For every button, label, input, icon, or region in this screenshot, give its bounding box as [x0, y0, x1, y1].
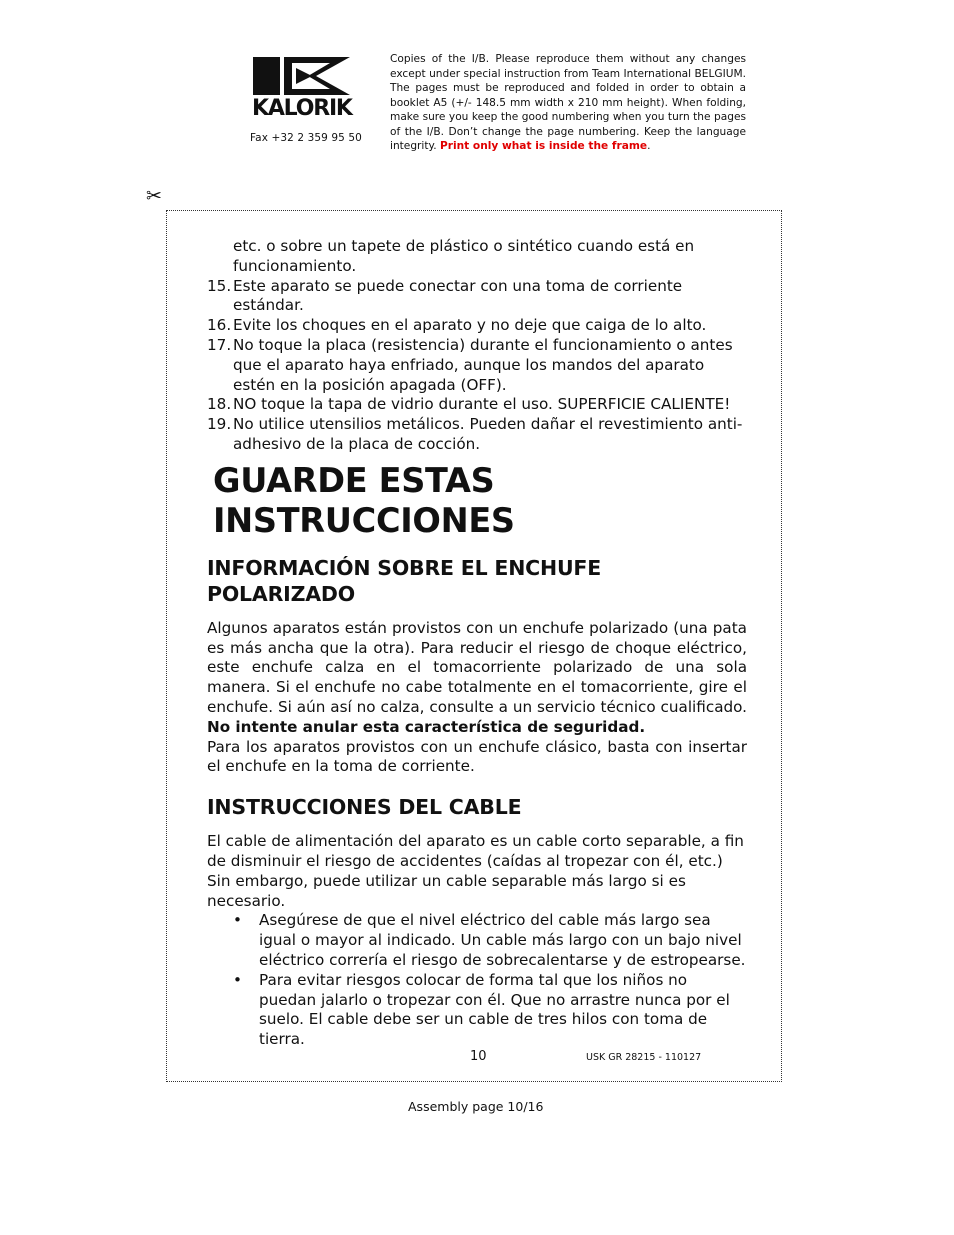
list-item — [207, 415, 747, 455]
safety-warning: No intente anular esta característica de seguridad. — [207, 717, 646, 736]
classic-plug-paragraph: Para los aparatos provistos con un enchufe clásico, basta con insertar el enchufe en la toma de corriente. — [207, 737, 747, 776]
scissors-icon: ✂ — [146, 185, 162, 207]
polarized-plug-text: Algunos aparatos están provistos con un enchufe polarizado (una pata es más ancha que la otra). Para reducir el riesgo de choque eléctrico, este enchufe calza en el tomacorriente polarizado de una sola manera. Si el enchufe no cabe totalmente en el tomacorriente, gire el enchufe. Si aún así no calza, consulte a un servicio técnico cualificado. — [207, 618, 747, 716]
bullet-text: Asegúrese de que el nivel eléctrico del cable más largo sea igual o mayor al indicado. Un cable más largo con un bajo nivel eléctrico correría el riesgo de sobrecalentarse y de estropearse. — [259, 911, 746, 969]
assembly-page: Assembly page 10/16 — [408, 1099, 544, 1114]
bullet-icon: • — [233, 970, 242, 989]
cable-paragraph: El cable de alimentación del aparato es un cable corto separable, a fin de disminuir el riesgo de accidentes (caídas al tropezar con él, etc.) Sin embargo, puede utilizar un cable separable más largo si es necesario. — [207, 832, 744, 910]
list-item — [207, 277, 747, 317]
bullet-text: Para evitar riesgos colocar de forma tal que los niños no puedan jalarlo o tropezar con él. Que no arrastre nunca por el suelo. El cable debe ser un cable de tres hilos con toma de tierra. — [259, 970, 730, 1049]
notice-end: . — [647, 140, 651, 152]
kalorik-logo — [250, 55, 360, 125]
item-number: 16. — [207, 316, 232, 335]
bullet-icon: • — [233, 911, 242, 930]
section-title-cable: INSTRUCCIONES DEL CABLE — [207, 795, 522, 820]
list-item — [207, 911, 747, 970]
logo-text: KALORIK — [252, 96, 352, 121]
page-number: 10 — [470, 1049, 487, 1064]
item-number: 19. — [207, 415, 232, 434]
item-number: 18. — [207, 395, 232, 414]
print-notice — [390, 52, 746, 154]
notice-red-text: Print only what is inside the frame — [440, 140, 648, 152]
item-number: 15. — [207, 276, 232, 295]
item-text: Evite los choques en el aparato y no deje que caiga de lo alto. — [233, 316, 707, 335]
page-content — [207, 237, 747, 1050]
continuation-text: etc. o sobre un tapete de plástico o sintético cuando está en funcionamiento. — [233, 237, 695, 275]
item-text: Este aparato se puede conectar con una toma de corriente estándar. — [233, 276, 683, 315]
polarized-plug-paragraph — [207, 619, 747, 738]
item-number: 17. — [207, 335, 232, 354]
list-item — [207, 971, 747, 1050]
section-title-polarized-plug: INFORMACIÓN SOBRE EL ENCHUFE POLARIZADO — [207, 555, 602, 606]
document-code: USK GR 28215 - 110127 — [586, 1052, 702, 1063]
list-item — [207, 316, 747, 336]
fax-number: Fax +32 2 359 95 50 — [250, 132, 362, 144]
main-title: GUARDE ESTAS INSTRUCCIONES — [213, 460, 515, 540]
list-item — [207, 395, 747, 415]
notice-text: Copies of the I/B. Please reproduce them without any changes except under special instruction from Team International BELGIUM. The pages must be reproduced and folded in order to obtain a booklet A5 (+/- 148.5 mm width x 210 mm height). When folding, make sure you keep the good numbering when you turn the pages of the I/B. Don’t change the page numbering. Keep the language integrity. — [390, 53, 746, 152]
list-item — [207, 336, 747, 395]
item-text: NO toque la tapa de vidrio durante el uso. SUPERFICIE CALIENTE! — [233, 395, 731, 414]
item-text: No utilice utensilios metálicos. Pueden dañar el revestimiento anti-adhesivo de la placa de cocción. — [233, 415, 743, 453]
item-text: No toque la placa (resistencia) durante el funcionamiento o antes que el aparato haya enfriado, aunque los mandos del aparato estén en la posición apagada (OFF). — [233, 335, 733, 394]
cable-bullet-list — [207, 911, 747, 1050]
